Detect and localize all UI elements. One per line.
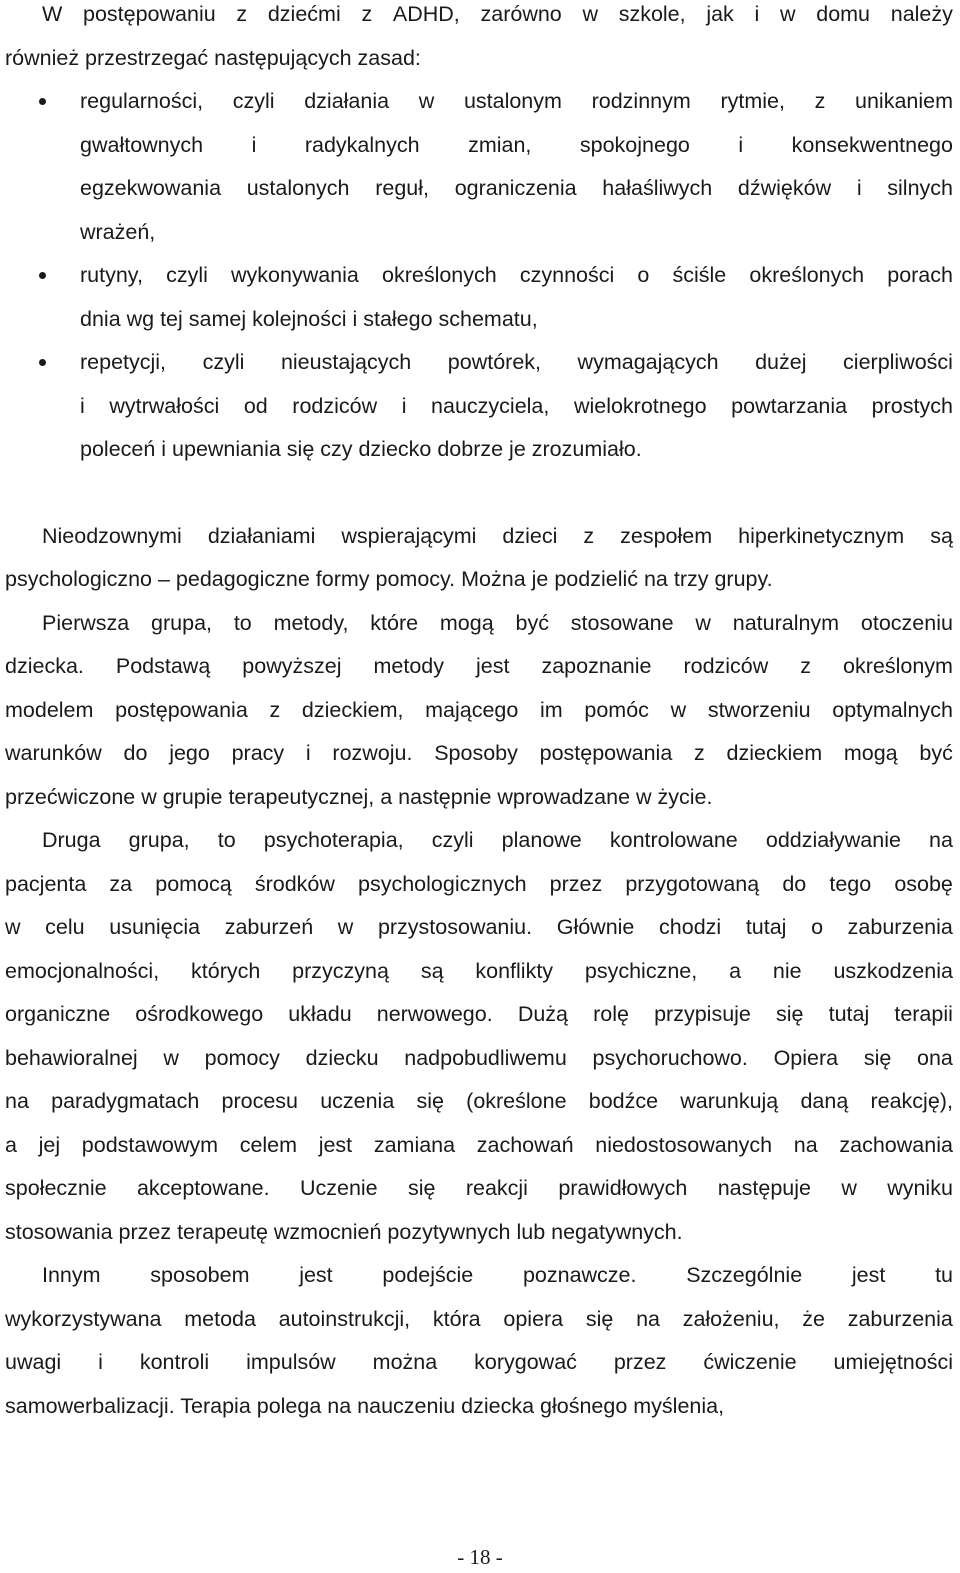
word: zespołem [620, 523, 713, 548]
word: psychoruchowo. [592, 1045, 748, 1070]
word: ośrodkowego [135, 1002, 264, 1026]
word: ćwiczenie [703, 1350, 797, 1374]
word: wykorzystywana [5, 1306, 162, 1331]
word: organiczne [5, 1002, 111, 1026]
line-text [80, 348, 953, 376]
word: tu [935, 1263, 953, 1287]
word: spokojnego [579, 132, 690, 157]
text-line [5, 0, 953, 44]
word: wspierającymi [341, 523, 477, 548]
text-line [5, 174, 953, 218]
word: dźwięków [737, 176, 832, 200]
word: grupa, [151, 610, 212, 635]
word: poznawcze. [522, 1263, 637, 1287]
word: to [217, 828, 236, 852]
word: reguł, [375, 176, 429, 200]
word: Uczenie [299, 1176, 378, 1200]
word: repetycji, [80, 350, 167, 374]
word: metody [373, 654, 444, 678]
word: w [418, 89, 435, 113]
word: Sposoby [434, 741, 518, 765]
word: rytmie, [720, 89, 785, 113]
word: czyli [431, 828, 474, 852]
text-line [5, 1044, 953, 1088]
word: celu [45, 915, 85, 939]
word: stosowane [570, 610, 674, 635]
word: Podstawą [115, 654, 211, 678]
text-line [5, 1348, 953, 1392]
word: postępowania [539, 741, 673, 765]
text-line [5, 696, 953, 740]
word: akceptowane. [136, 1176, 270, 1200]
line-text [80, 174, 953, 202]
text-line: przećwiczone w grupie terapeutycznej, a następnie wprowadzane w życie. [5, 784, 713, 809]
word: rolę [593, 1002, 629, 1026]
word: to [233, 610, 252, 635]
word: oddziaływanie [765, 828, 901, 852]
word: czyli [166, 263, 208, 287]
word: prostych [871, 393, 953, 418]
document-page [5, 0, 953, 1435]
word: Druga [42, 828, 101, 852]
text-line [5, 870, 953, 914]
line-text [80, 392, 953, 420]
word: hałaśliwych [602, 176, 713, 200]
word: rodzinnym [591, 89, 691, 113]
text-line [5, 913, 953, 957]
word: (określone [466, 1089, 567, 1113]
word: przez [613, 1350, 667, 1374]
word: stworzeniu [707, 697, 811, 722]
word: pacjenta [5, 871, 87, 896]
word: warunkują [680, 1089, 779, 1113]
word: i [401, 393, 407, 418]
word: ADHD, [392, 2, 460, 26]
word: zachowań [476, 1132, 574, 1157]
word: terapii [894, 1002, 953, 1026]
text-line [5, 522, 953, 566]
word: należy [890, 2, 953, 26]
word: usunięcia [109, 915, 201, 939]
word: zaburzenia [847, 1306, 953, 1331]
word: działaniami [207, 523, 316, 548]
word: reakcji [465, 1176, 528, 1200]
word: konsekwentnego [791, 132, 953, 157]
paragraph [5, 522, 953, 609]
word: być [515, 610, 549, 635]
word: Nieodzownymi [42, 523, 182, 548]
word: ustalonych [246, 176, 350, 200]
paragraph [5, 826, 953, 1261]
word: dziecka. [5, 654, 84, 678]
word: która [432, 1306, 481, 1331]
bullet-icon [39, 272, 46, 279]
word: reakcję), [870, 1089, 953, 1113]
word: o [637, 263, 650, 287]
text-line [5, 435, 953, 479]
word: silnych [887, 176, 953, 200]
word: wyniku [887, 1176, 953, 1200]
word: się [416, 1089, 444, 1113]
word: w [337, 915, 354, 939]
word: hiperkinetycznym [738, 523, 905, 548]
word: celem [239, 1132, 298, 1157]
word: domu [816, 2, 871, 26]
word: których [191, 958, 261, 983]
word: jest [299, 1263, 333, 1287]
text-line [5, 957, 953, 1001]
word: rutyny, [80, 263, 143, 287]
word: być [919, 741, 953, 765]
word: naturalnym [732, 610, 840, 635]
word: korygować [474, 1350, 577, 1374]
text-line [5, 261, 953, 305]
word: zapoznanie [541, 654, 652, 678]
word: do [123, 741, 148, 765]
text-line [5, 1000, 953, 1044]
word: podstawowym [81, 1132, 219, 1157]
text-line [5, 826, 953, 870]
word: na [636, 1306, 660, 1331]
rules-list [5, 87, 953, 479]
word: rodziców [292, 393, 378, 418]
word: przygotowaną [625, 871, 760, 896]
word: wielokrotnego [573, 393, 707, 418]
word: a [729, 958, 742, 983]
body-text [5, 522, 953, 1436]
word: Szczególnie [686, 1263, 803, 1287]
word: założeniu, [682, 1306, 780, 1331]
word: czyli [202, 350, 245, 374]
word: się [863, 1045, 892, 1070]
word: działania [304, 89, 390, 113]
word: dziecku [305, 1045, 379, 1070]
word: dziećmi [267, 2, 341, 26]
word: i [251, 132, 257, 157]
word: z [694, 741, 705, 765]
word: wytrwałości [109, 393, 220, 418]
word: układu [288, 1002, 352, 1026]
word: umiejętności [833, 1350, 953, 1374]
word: zarówno [480, 2, 562, 26]
word: Głównie [556, 915, 635, 939]
word: Pierwsza [42, 610, 130, 635]
word: zmian, [468, 132, 532, 157]
word: z [269, 697, 281, 722]
word: dzieckiem, [301, 697, 404, 722]
word: w [841, 1176, 857, 1200]
word: z [236, 2, 248, 26]
word: chodzi [659, 915, 722, 939]
word: powtarzania [731, 393, 848, 418]
word: jego [169, 741, 210, 765]
word: nieustających [280, 350, 412, 374]
word: wymagających [577, 350, 719, 374]
word: się [408, 1176, 436, 1200]
word: określonych [749, 263, 865, 287]
word: tego [829, 871, 872, 896]
word: opiera [503, 1306, 564, 1331]
text-line [5, 392, 953, 436]
word: zaburzenia [847, 915, 953, 939]
word: dzieckiem [726, 741, 823, 765]
word: mogą [439, 610, 494, 635]
line-text: poleceń i upewniania się czy dziecko dobrze je zrozumiało. [80, 437, 642, 461]
word: w [163, 1045, 179, 1070]
text-line: samowerbalizacji. Terapia polega na nauczeniu dziecka głośnego myślenia, [5, 1393, 725, 1418]
word: na [929, 828, 953, 852]
word: które [370, 610, 419, 635]
text-line: również przestrzegać następujących zasad: [5, 45, 421, 70]
word: metody, [273, 610, 349, 635]
text-line [5, 131, 953, 175]
word: i [98, 1350, 103, 1374]
text-line [5, 348, 953, 392]
word: uwagi [5, 1350, 62, 1374]
word: osobę [894, 871, 953, 896]
text-line [5, 1087, 953, 1131]
word: dużej [755, 350, 807, 374]
word: są [420, 958, 444, 983]
word: określonych [382, 263, 497, 287]
text-line [5, 218, 953, 262]
word: i [856, 176, 862, 200]
word: pomocy [204, 1045, 280, 1070]
word: egzekwowania [80, 176, 222, 200]
word: psychologicznych [358, 871, 527, 896]
text-line: psychologiczno – pedagogiczne formy pomocy. Można je podzielić na trzy grupy. [5, 567, 773, 591]
word: metoda [184, 1306, 256, 1331]
line-text: wrażeń, [80, 219, 156, 244]
word: tutaj [828, 1002, 870, 1026]
word: z [361, 2, 373, 26]
word: są [930, 523, 953, 548]
word: Opiera [773, 1045, 839, 1070]
text-line [5, 1261, 953, 1305]
word: nie [772, 958, 802, 983]
line-text [80, 87, 953, 115]
word: i [754, 2, 760, 26]
text-line [5, 652, 953, 696]
word: emocjonalności, [5, 958, 160, 983]
word: przyczyną [292, 958, 389, 983]
word: grupa, [128, 828, 190, 852]
text-line [5, 739, 953, 783]
word: behawioralnej [5, 1045, 138, 1070]
word: rozwoju. [332, 741, 413, 765]
word: przystosowaniu. [377, 915, 533, 939]
word: gwałtownych [80, 132, 204, 157]
line-text: dnia wg tej samej kolejności i stałego schematu, [80, 306, 538, 331]
word: nadpobudliwemu [404, 1045, 567, 1070]
word: społecznie [5, 1176, 107, 1200]
word: i [305, 741, 311, 765]
word: powyższej [242, 654, 342, 678]
word: cierpliwości [843, 350, 953, 374]
word: postępowaniu [83, 2, 216, 26]
word: w [670, 697, 687, 722]
word: bodźce [588, 1089, 659, 1113]
word: warunków [5, 741, 102, 765]
word: impulsów [246, 1350, 336, 1374]
page-number: - 18 - [457, 1545, 503, 1569]
word: postępowania [115, 697, 248, 722]
word: porach [887, 263, 953, 287]
word: radykalnych [304, 132, 420, 157]
word: prawidłowych [558, 1176, 688, 1200]
word: modelem [5, 697, 94, 722]
word: jest [476, 654, 510, 678]
word: nauczyciela, [431, 393, 550, 418]
word: tutaj [745, 915, 787, 939]
word: mającego [425, 697, 519, 722]
word: o [811, 915, 824, 939]
word: paradygmatach [51, 1089, 200, 1113]
word: określonym [843, 654, 953, 678]
word: procesu [221, 1089, 298, 1113]
word: jak [706, 2, 734, 26]
bullet-icon [39, 359, 46, 366]
word: można [372, 1350, 438, 1374]
list-item [5, 261, 953, 348]
text-line [5, 87, 953, 131]
word: niedostosowanych [595, 1132, 773, 1157]
word: pracy [231, 741, 285, 765]
word: daną [800, 1089, 849, 1113]
word: jest [318, 1132, 353, 1157]
word: zaburzeń [224, 915, 314, 939]
word: że [802, 1306, 825, 1331]
text-line [5, 1305, 953, 1349]
word: W [42, 2, 63, 26]
word: konflikty [475, 958, 554, 983]
word: się [776, 1002, 804, 1026]
word: nerwowego. [376, 1002, 493, 1026]
word: rodziców [683, 654, 769, 678]
word: dzieci [502, 523, 558, 548]
word: przypisuje [654, 1002, 751, 1026]
word: jest [851, 1263, 886, 1287]
word: regularności, [80, 89, 204, 113]
word: psychoterapia, [263, 828, 404, 852]
word: uczenia [320, 1089, 395, 1113]
line-text [80, 261, 953, 289]
list-item [5, 348, 953, 479]
word: w [780, 2, 796, 26]
word: sposobem [150, 1263, 250, 1287]
word: kontrolowane [609, 828, 738, 852]
word: od [243, 393, 268, 418]
word: na [5, 1089, 29, 1113]
word: zamiana [373, 1132, 456, 1157]
paragraph [5, 1261, 953, 1435]
word: uszkodzenia [833, 958, 953, 983]
word: z [800, 654, 812, 678]
word: w [5, 915, 21, 939]
word: wykonywania [231, 263, 359, 287]
word: ustalonym [463, 89, 562, 113]
word: psychiczne, [584, 958, 698, 983]
text-line [5, 1174, 953, 1218]
line-text [80, 131, 953, 159]
word: ograniczenia [454, 176, 577, 200]
word: w [582, 2, 598, 26]
word: ona [917, 1045, 953, 1070]
word: z [583, 523, 595, 548]
word: a [5, 1132, 17, 1157]
word: czyli [232, 89, 275, 113]
word: na [793, 1132, 818, 1157]
bullet-icon [39, 98, 46, 105]
word: szkole, [618, 2, 686, 26]
word: unikaniem [855, 89, 953, 113]
word: ściśle [672, 263, 727, 287]
word: czynności [519, 263, 615, 287]
word: z [814, 89, 826, 113]
text-line [5, 1131, 953, 1175]
word: podejście [382, 1263, 474, 1287]
word: i [738, 132, 744, 157]
word: środków [254, 871, 335, 896]
word: pomocą [155, 871, 232, 896]
word: się [585, 1306, 614, 1331]
text-line [5, 609, 953, 653]
word: mogą [843, 741, 898, 765]
word: pomóc [584, 697, 649, 722]
word: zachowania [839, 1132, 953, 1157]
word: im [540, 697, 563, 722]
word: jej [38, 1132, 61, 1157]
word: Innym [42, 1263, 101, 1287]
word: następuje [717, 1176, 811, 1200]
list-item [5, 87, 953, 261]
word: autoinstrukcji, [278, 1306, 411, 1331]
word: przez [549, 871, 603, 896]
word: w [695, 610, 711, 635]
text-line [5, 305, 953, 349]
word: kontroli [139, 1350, 210, 1374]
word: planowe [501, 828, 582, 852]
word: i [80, 393, 85, 418]
word: otoczeniu [860, 610, 953, 635]
intro-paragraph [5, 0, 953, 87]
text-line: stosowania przez terapeutę wzmocnień pozytywnych lub negatywnych. [5, 1219, 683, 1244]
paragraph-gap [5, 479, 953, 522]
word: do [782, 871, 807, 896]
word: powtórek, [447, 350, 541, 374]
word: za [109, 871, 133, 896]
paragraph [5, 609, 953, 827]
word: Dużą [517, 1002, 569, 1026]
word: optymalnych [832, 697, 953, 722]
